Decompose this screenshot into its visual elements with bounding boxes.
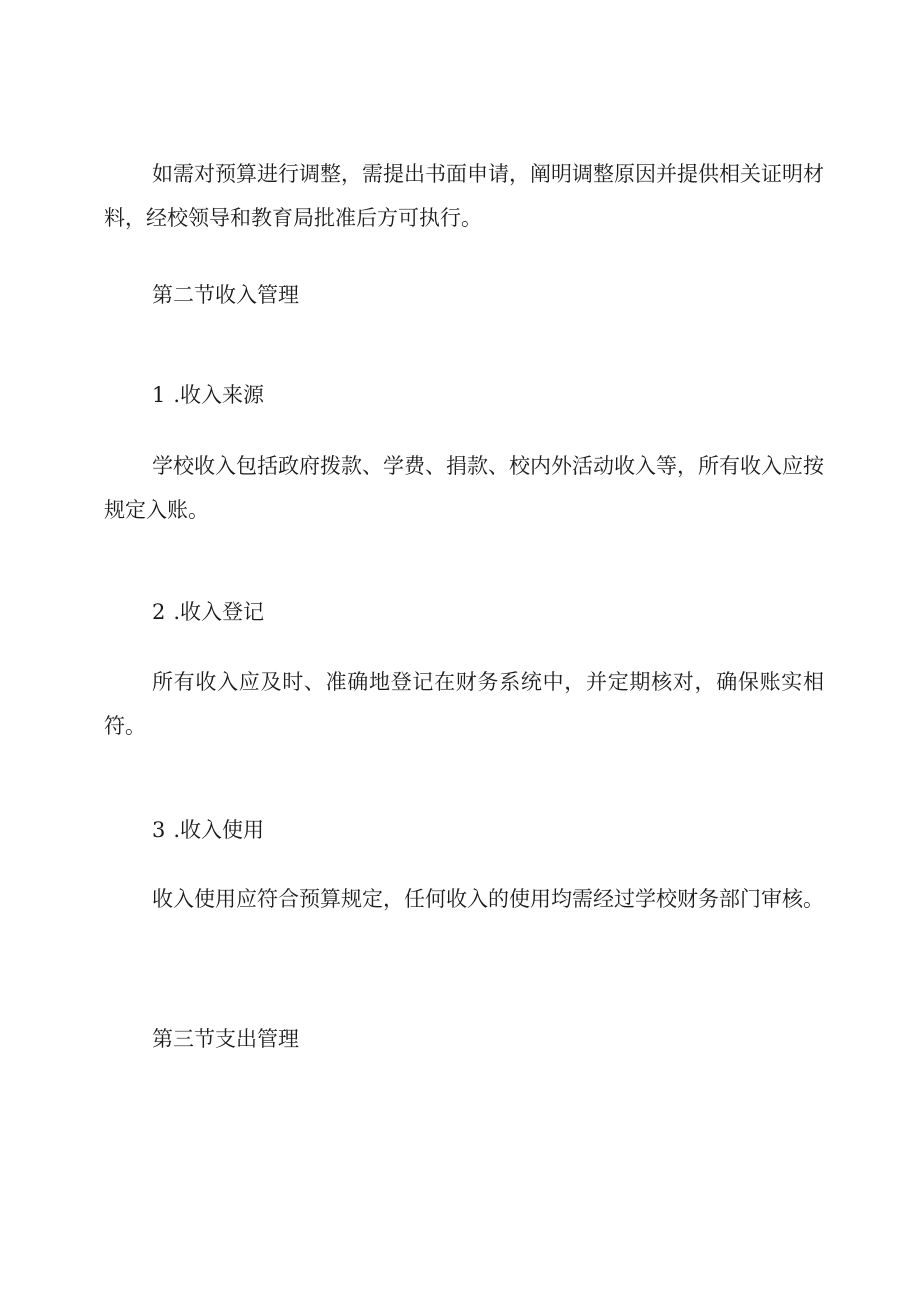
paragraph-income-use: 收入使用应符合预算规定，任何收入的使用均需经过学校财务部门审核。 <box>152 887 824 911</box>
section-title-income-management: 第二节收入管理 <box>152 283 299 307</box>
item-title: .收入使用 <box>173 818 265 842</box>
item-income-use-heading <box>152 815 264 845</box>
item-title: .收入来源 <box>173 383 265 407</box>
paragraph-budget-adjustment: 如需对预算进行调整，需提出书面申请，阐明调整原因并提供相关证明材料，经校领导和教育局批准后方可执行。 <box>104 162 824 230</box>
item-number: 1 <box>152 383 166 407</box>
item-income-source-heading <box>152 380 264 410</box>
item-income-register-heading <box>152 597 264 627</box>
section-title-expense-management: 第三节支出管理 <box>152 1027 299 1051</box>
item-number: 2 <box>152 600 166 624</box>
paragraph-income-source: 学校收入包括政府拨款、学费、捐款、校内外活动收入等，所有收入应按规定入账。 <box>104 454 824 522</box>
item-title: .收入登记 <box>173 600 265 624</box>
paragraph-income-register: 所有收入应及时、准确地登记在财务系统中，并定期核对，确保账实相符。 <box>104 670 824 738</box>
item-number: 3 <box>152 818 166 842</box>
